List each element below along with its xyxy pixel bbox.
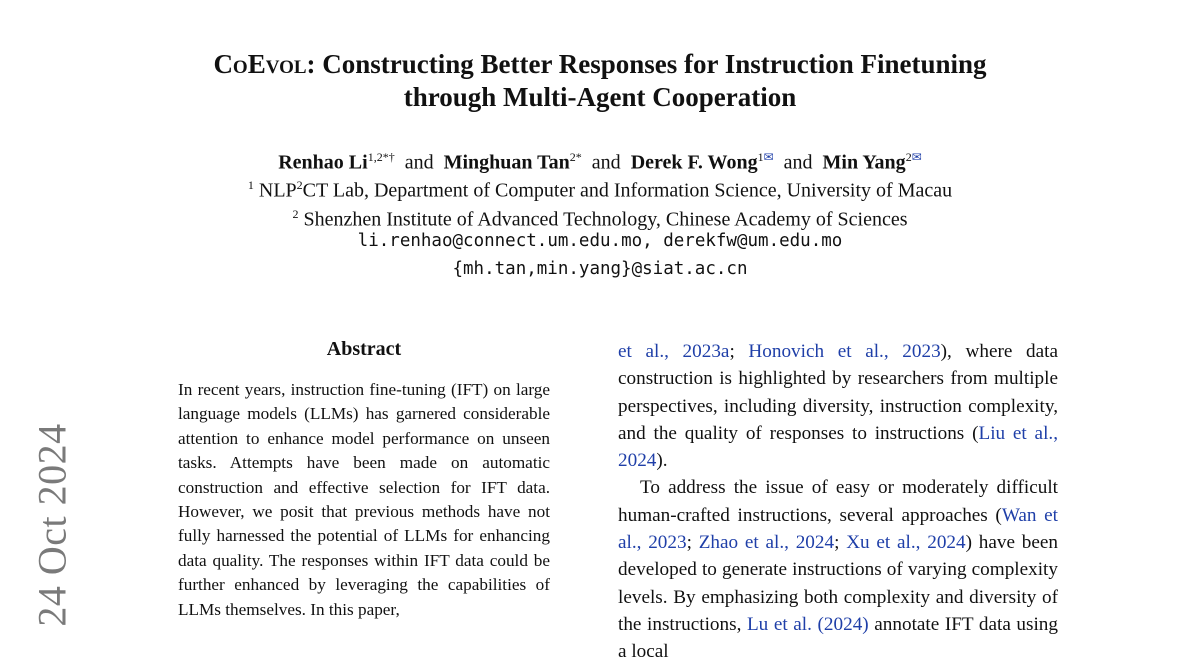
citation-link[interactable]: Lu et al. (2024) xyxy=(746,613,869,635)
author-name: Minghuan Tan xyxy=(443,151,570,174)
citation-link[interactable]: Xu et al., 2024 xyxy=(846,532,966,554)
author-name: Renhao Li xyxy=(278,151,368,174)
citation-link[interactable]: Liu et al., 2024 xyxy=(618,422,1058,472)
email-line-1: li.renhao@connect.um.edu.mo, derekfw@um.edu.mo xyxy=(357,231,843,251)
body-text: ; xyxy=(686,532,699,554)
citation-link[interactable]: et al., 2023a xyxy=(618,341,730,362)
author-list xyxy=(0,144,1200,176)
citation-link[interactable]: Wan et al., 2023 xyxy=(618,504,1059,554)
body-text: annotate IFT data using a local xyxy=(618,613,1058,663)
affiliation-1 xyxy=(0,172,1200,204)
author-affil-marker: 1 xyxy=(757,150,764,164)
affiliation-text: CT Lab, Department of Computer and Information Science, University of Macau xyxy=(302,179,953,202)
body-text: ) have been developed to generate instructions of varying complexity levels. By emphasizing both complexity and diversity of the instructions, xyxy=(618,532,1058,635)
body-text: ), where data construction is highlighted by researchers from multiple perspectives, including diversity, instruction complexity, and the quality of responses to instructions ( xyxy=(618,341,1058,444)
affiliation-number: 1 xyxy=(247,178,254,192)
title-line2: through Multi-Agent Cooperation xyxy=(403,82,797,112)
body-text: ; xyxy=(729,341,749,362)
author-separator: and xyxy=(404,151,434,174)
email-line-2: {mh.tan,min.yang}@siat.ac.cn xyxy=(452,259,748,279)
body-column-right xyxy=(618,338,1058,666)
author-name: Derek F. Wong xyxy=(630,151,758,174)
abstract-text: In recent years, instruction fine-tuning (IFT) on large language models (LLMs) has garnered considerable attention to enhance model performance on unseen tasks. Attempts have been made on automatic construction and effective selection for IFT data. However, we posit that previous methods have not fully harnessed the potential of LLMs for enhancing data quality. The responses within IFT data could be further enhanced by leveraging the capabilities of LLMs themselves. In this paper, xyxy=(178,380,550,619)
title-line1: : Constructing Better Responses for Instruction Finetuning xyxy=(306,49,987,79)
body-paragraph-1 xyxy=(618,338,1058,474)
author-name: Min Yang xyxy=(822,151,906,174)
author-affil-marker: 1,2*† xyxy=(367,150,395,164)
author-separator: and xyxy=(783,151,813,174)
arxiv-date: 24 Oct 2024 xyxy=(29,423,75,627)
affiliation-lab-sup: 2 xyxy=(296,178,303,192)
abstract-heading: Abstract xyxy=(326,338,402,360)
arxiv-date-sidebar xyxy=(28,420,76,630)
affiliation-2 xyxy=(0,201,1200,233)
envelope-icon: ✉ xyxy=(911,150,922,164)
author-affil-marker: 2* xyxy=(569,150,582,164)
citation-link[interactable]: Honovich et al., 2023 xyxy=(748,341,941,362)
title-method-name: CoEvol xyxy=(213,49,307,79)
body-text: To address the issue of easy or moderately difficult human-crafted instructions, several approaches ( xyxy=(618,477,1058,526)
citation-link[interactable]: Zhao et al., 2024 xyxy=(698,532,835,554)
paper-title xyxy=(0,48,1200,114)
author-affil-marker: 2 xyxy=(905,150,912,164)
author-separator: and xyxy=(591,151,621,174)
envelope-icon: ✉ xyxy=(763,150,774,164)
body-text: ). xyxy=(656,450,668,472)
body-paragraph-2 xyxy=(618,474,1058,665)
body-text: ; xyxy=(834,532,847,554)
affiliation-text: Shenzhen Institute of Advanced Technology, Chinese Academy of Sciences xyxy=(303,208,908,231)
affiliation-lab-prefix: NLP xyxy=(258,179,297,202)
affiliation-number: 2 xyxy=(292,207,299,221)
